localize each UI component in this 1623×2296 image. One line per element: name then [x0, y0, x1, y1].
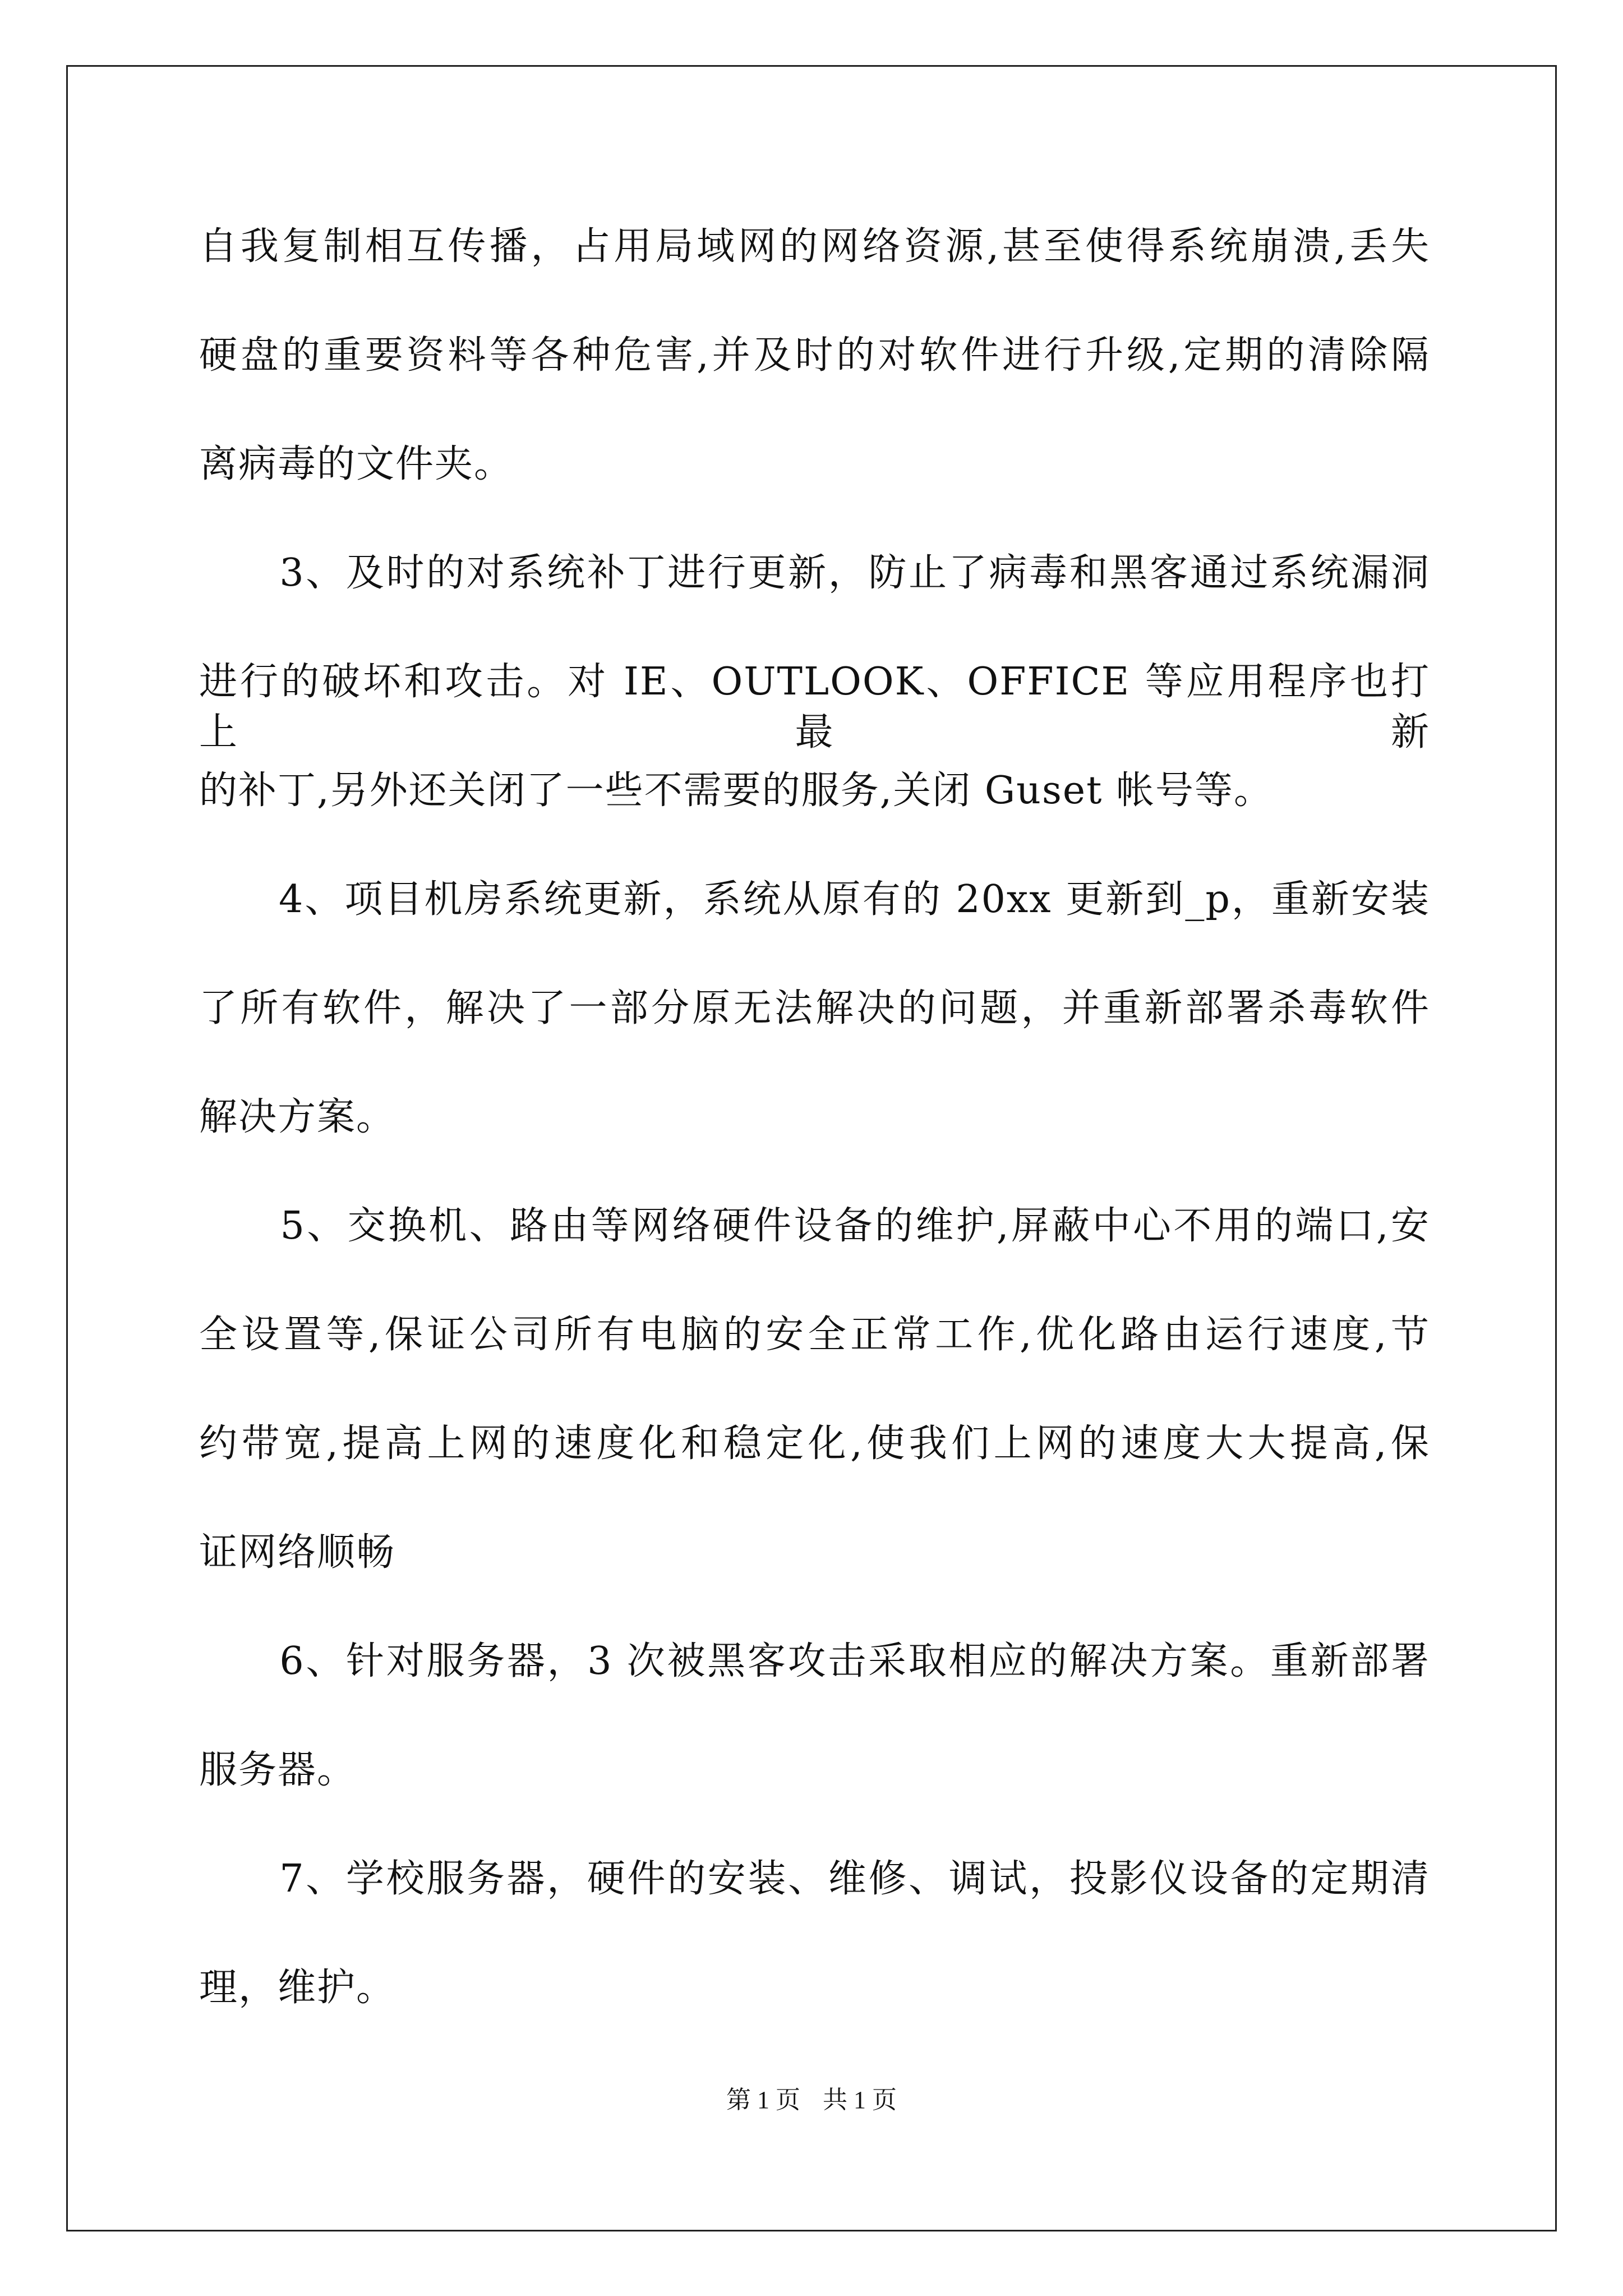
- body-line: 3、及时的对系统补丁进行更新，防止了病毒和黑客通过系统漏洞: [199, 551, 1430, 595]
- page-number: 第 1 页: [726, 2086, 800, 2114]
- body-line: 5、交换机、路由等网络硬件设备的维护,屏蔽中心不用的端口,安: [199, 1204, 1430, 1248]
- body-line: 服务器。: [199, 1748, 357, 1792]
- body-line: 自我复制相互传播，占用局域网的网络资源,甚至使得系统崩溃,丢失: [199, 224, 1430, 269]
- body-line: 7、学校服务器，硬件的安装、维修、调试，投影仪设备的定期清: [199, 1857, 1430, 1901]
- body-line: 离病毒的文件夹。: [199, 442, 514, 486]
- body-line: 6、针对服务器，3 次被黑客攻击采取相应的解决方案。重新部署: [199, 1639, 1430, 1683]
- page-footer: [0, 2083, 1623, 2117]
- body-line: 理，维护。: [199, 1966, 396, 2010]
- body-line: 硬盘的重要资料等各种危害,并及时的对软件进行升级,定期的清除隔: [199, 333, 1430, 378]
- body-line: 进行的破坏和攻击。对 IE、OUTLOOK、OFFICE 等应用程序也打上最新: [199, 660, 1430, 754]
- body-line: 的补丁,另外还关闭了一些不需要的服务,关闭 Guset 帐号等。: [199, 769, 1274, 813]
- body-line: 约带宽,提高上网的速度化和稳定化,使我们上网的速度大大提高,保: [199, 1421, 1430, 1466]
- body-line: 全设置等,保证公司所有电脑的安全正常工作,优化路由运行速度,节: [199, 1313, 1430, 1357]
- body-line: 证网络顺畅: [199, 1530, 396, 1575]
- body-line: 了所有软件，解决了一部分原无法解决的问题，并重新部署杀毒软件: [199, 986, 1430, 1030]
- page-border: [66, 65, 1557, 2231]
- body-line: 解决方案。: [199, 1095, 396, 1139]
- page-total: 共 1 页: [823, 2086, 897, 2114]
- body-line: 4、项目机房系统更新，系统从原有的 20xx 更新到_p，重新安装: [199, 877, 1430, 922]
